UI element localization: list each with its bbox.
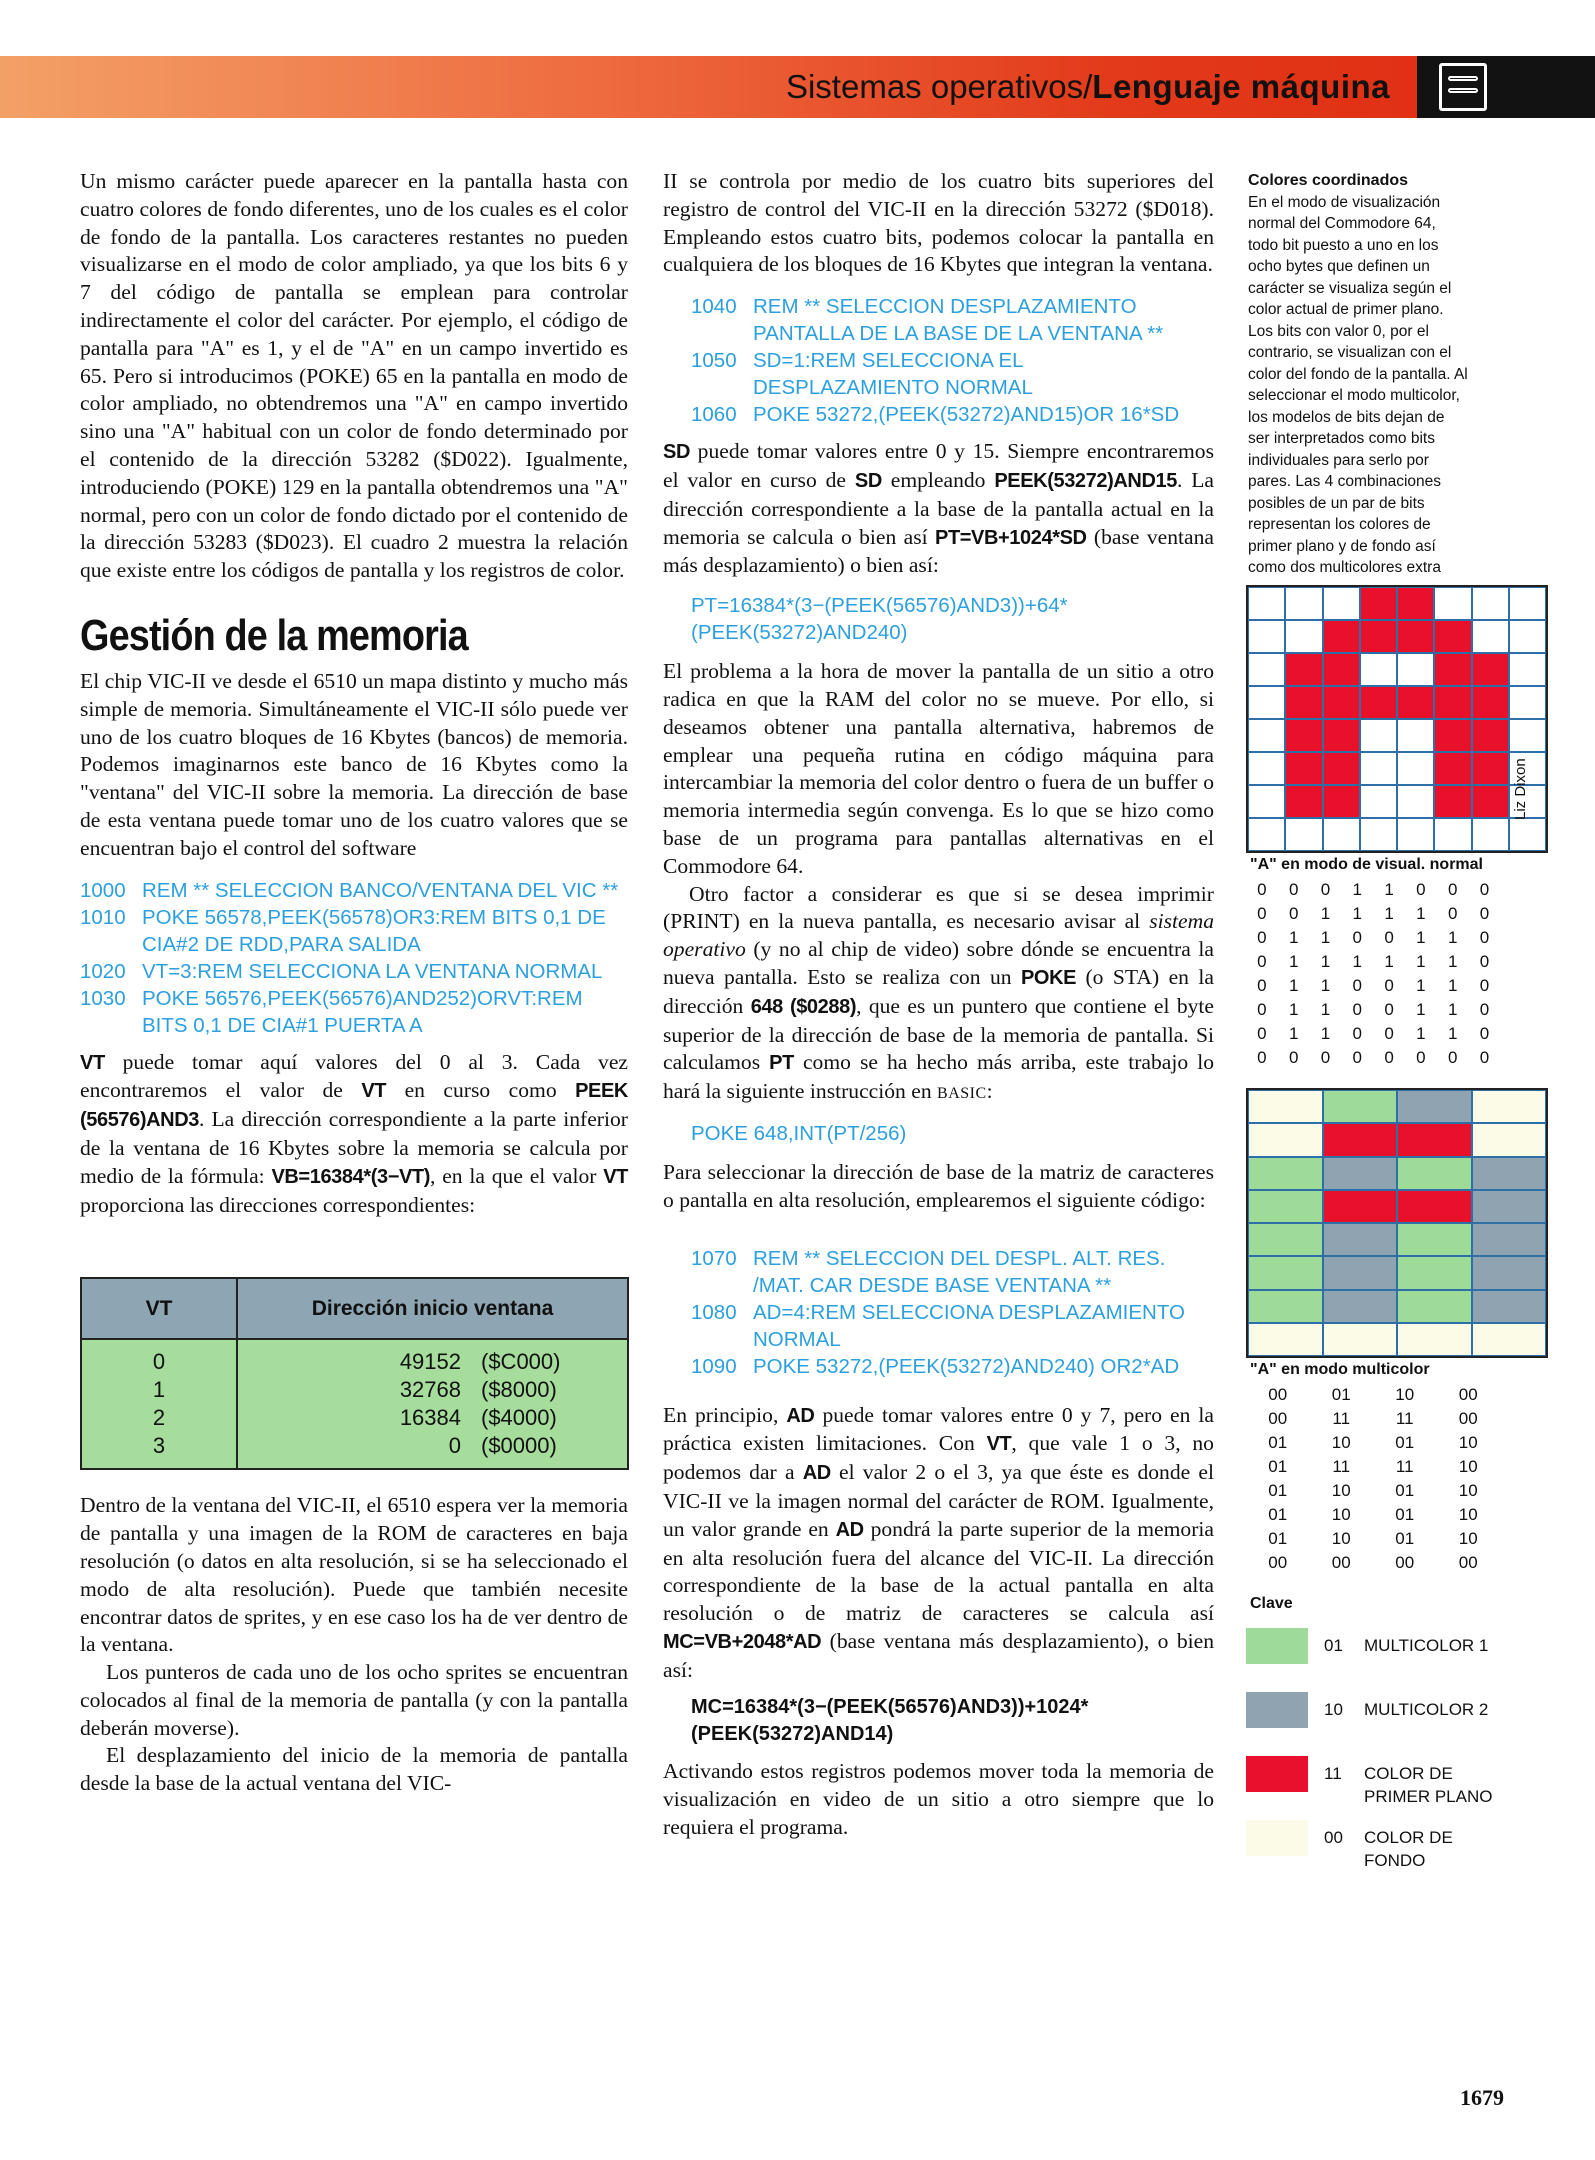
header-title: Sistemas operativos/Lenguaje máquina <box>785 68 1390 105</box>
bit-value: 0 <box>1320 880 1331 899</box>
pixel-cell <box>1323 653 1360 686</box>
bit-row <box>1246 902 1500 926</box>
bit-value: 00 <box>1458 1385 1478 1404</box>
code-listing-3 <box>691 1245 1214 1380</box>
bit-value: 0 <box>1384 1000 1394 1019</box>
bit-row <box>1246 878 1500 902</box>
code-line: 1070 REM ** SELECCION DEL DESPL. ALT. RES. /MAT. CAR DESDE BASE VENTANA ** <box>691 1246 1166 1297</box>
pixel-pair-cell <box>1472 1223 1547 1256</box>
bit-value: 11 <box>1332 1409 1351 1428</box>
bit-value: 11 <box>1395 1409 1414 1428</box>
bit-value: 0 <box>1384 1024 1394 1043</box>
code-line: 1080 AD=4:REM SELECCIONA DESPLAZAMIENTO NORMAL <box>691 1300 1185 1351</box>
bit-value: 01 <box>1395 1505 1415 1524</box>
bit-value: 10 <box>1331 1481 1351 1500</box>
section-header <box>0 56 1595 118</box>
pixel-cell <box>1472 587 1509 620</box>
pixel-cell <box>1285 653 1322 686</box>
bit-value: 1 <box>1416 952 1426 971</box>
pixel-pair-cell <box>1397 1290 1472 1323</box>
bit-value: 00 <box>1268 1553 1288 1572</box>
paragraph: Otro factor a considerar es que si se desea imprimir (PRINT) en la nueva pantalla, es necesario avisar al sistema operativo (y no al chip de video) sobre dónde se encuentra la nueva pantalla. Esto se realiza con un POKE (o STA) en la dirección 648 ($0288), que es un puntero que contiene el byte superior de la dirección de base de la memoria de pantalla. Si calculamos PT como se ha hecho más arriba, este trabajo lo hará la siguiente instrucción en BASIC: <box>663 881 1215 1104</box>
table-row: 1 32768 ($8000) <box>81 1376 628 1404</box>
bit-value: 1 <box>1447 1024 1458 1043</box>
bit-row <box>1246 1455 1500 1479</box>
bit-row <box>1246 1503 1500 1527</box>
key-swatch <box>1246 1692 1308 1728</box>
bit-value: 1 <box>1320 1000 1331 1019</box>
window-address-table <box>80 1277 629 1470</box>
code-poke-648: POKE 648,INT(PT/256) <box>691 1121 907 1145</box>
bit-value: 1 <box>1320 904 1331 923</box>
normal-mode-pixel-grid <box>1246 585 1548 853</box>
pixel-cell <box>1360 818 1397 851</box>
pixel-cell <box>1248 719 1285 752</box>
bit-value: 11 <box>1332 1457 1351 1476</box>
pixel-pair-cell <box>1397 1190 1472 1223</box>
pixel-cell <box>1285 785 1322 818</box>
pixel-cell <box>1472 752 1509 785</box>
bit-row <box>1246 1551 1500 1575</box>
table-header: VT <box>81 1278 237 1339</box>
code-line: 1090 POKE 53272,(PEEK(53272)AND240) OR2*AD <box>691 1354 1180 1378</box>
pixel-cell <box>1397 752 1434 785</box>
bit-value: 00 <box>1268 1409 1288 1428</box>
bit-value: 0 <box>1384 976 1394 995</box>
pixel-cell <box>1397 653 1434 686</box>
pixel-cell <box>1323 752 1360 785</box>
pixel-cell <box>1434 719 1471 752</box>
pixel-cell <box>1509 653 1546 686</box>
pixel-cell <box>1248 752 1285 785</box>
pixel-pair-cell <box>1248 1290 1323 1323</box>
pixel-pair-cell <box>1248 1157 1323 1190</box>
pixel-cell <box>1323 620 1360 653</box>
pixel-cell <box>1434 752 1471 785</box>
pixel-pair-cell <box>1248 1223 1323 1256</box>
pixel-cell <box>1472 653 1509 686</box>
bit-value: 01 <box>1395 1433 1415 1452</box>
key-title: Clave <box>1250 1595 1293 1612</box>
pixel-cell <box>1360 752 1397 785</box>
paragraph: SD puede tomar valores entre 0 y 15. Siempre encontraremos el valor en curso de SD empleando PEEK(53272)AND15. La dirección correspondiente a la base de la pantalla actual en la memoria se calcula o bien así PT=VB+1024*SD (base ventana más desplazamiento) o bien así: <box>663 439 1214 578</box>
bit-value: 0 <box>1479 1048 1490 1067</box>
table-row: 0 49152 ($C000) <box>81 1339 628 1376</box>
pixel-cell <box>1434 587 1471 620</box>
multicolor-mode-bits <box>1246 1383 1500 1575</box>
bit-value: 1 <box>1447 952 1458 971</box>
paragraph: El problema a la hora de mover la pantalla de un sitio a otro radica en que la RAM del color no se mueve. Por ello, si deseamos obtener una pantalla alternativa, habremos de emplear una pequeña rutina en código máquina para intercambiar la memoria del color dentro o fuera de un buffer o memoria intermedia según convenga. Es lo que se hizo como base de un programa para pantallas alternativas en el Commodore 64. <box>663 659 1214 878</box>
pixel-pair-cell <box>1248 1123 1323 1156</box>
table-row: 3 0 ($0000) <box>81 1432 628 1469</box>
bit-value: 1 <box>1416 904 1426 923</box>
pixel-cell <box>1323 785 1360 818</box>
pixel-pair-cell <box>1397 1256 1472 1289</box>
code-line: 1050 SD=1:REM SELECCIONA EL DESPLAZAMIENTO NORMAL <box>691 349 1033 400</box>
bit-value: 01 <box>1395 1529 1415 1548</box>
bit-value: 00 <box>1458 1553 1478 1572</box>
bit-value: 10 <box>1458 1433 1478 1452</box>
bit-value: 0 <box>1257 1000 1267 1019</box>
pixel-cell <box>1509 620 1546 653</box>
pixel-pair-cell <box>1248 1256 1323 1289</box>
bit-value: 0 <box>1288 904 1299 923</box>
pixel-cell <box>1472 620 1509 653</box>
bit-value: 0 <box>1479 904 1490 923</box>
paragraph: Activando estos registros podemos mover toda la memoria de visualización en video de un sitio a otro siempre que lo requiera el programa. <box>663 1759 1214 1840</box>
bit-value: 0 <box>1257 1024 1267 1043</box>
bit-value: 1 <box>1447 1000 1458 1019</box>
bit-value: 1 <box>1384 880 1394 899</box>
bit-row <box>1246 1383 1500 1407</box>
bit-value: 0 <box>1384 1048 1394 1067</box>
bit-value: 1 <box>1288 976 1299 995</box>
pixel-cell <box>1323 686 1360 719</box>
pixel-pair-cell <box>1472 1323 1547 1356</box>
pixel-cell <box>1360 719 1397 752</box>
bit-row <box>1246 950 1500 974</box>
bit-value: 1 <box>1447 976 1458 995</box>
normal-mode-bits <box>1246 878 1500 1070</box>
bit-value: 0 <box>1257 928 1267 947</box>
bit-value: 0 <box>1479 952 1490 971</box>
bit-value: 0 <box>1479 976 1490 995</box>
pixel-cell <box>1285 587 1322 620</box>
paragraph: Un mismo carácter puede aparecer en la pantalla hasta con cuatro colores de fondo diferentes, uno de los cuales es el color de fondo de la pantalla. Los caracteres restantes no pueden visualizarse en el modo de color ampliado, ya que los bits 6 y 7 del código de pantalla se emplean para controlar indirectamente el color del carácter. Por ejemplo, el código de pantalla para "A" es 1, y el de "A" en un campo invertido es 65. Pero si introducimos (POKE) 65 en la pantalla en modo de color ampliado, no obtendremos una "A" en campo invertido sino una "A" habitual con un color de fondo determinado por el contenido de la dirección 53282 ($D022). Igualmente, introduciendo (POKE) 129 en la pantalla obtendremos una "A" normal, pero con un color de fondo dictado por el contenido de la dirección 53283 ($D023). El cuadro 2 muestra la relación que existe entre los códigos de pantalla y los registros de color. <box>80 169 628 583</box>
code-line: 1010 POKE 56578,PEEK(56578)OR3:REM BITS 0,1 DE CIA#2 DE RDD,PARA SALIDA <box>80 905 606 956</box>
key-swatch <box>1246 1756 1308 1792</box>
bit-value: 1 <box>1352 904 1363 923</box>
bit-value: 0 <box>1352 928 1363 947</box>
pixel-cell <box>1509 818 1546 851</box>
bit-value: 0 <box>1352 1048 1363 1067</box>
paragraph: Para seleccionar la dirección de base de la matriz de caracteres o pantalla en alta resolución, emplearemos el siguiente código: <box>663 1159 1214 1212</box>
bit-value: 01 <box>1268 1457 1288 1476</box>
pixel-cell <box>1434 818 1471 851</box>
bit-value: 0 <box>1384 928 1394 947</box>
paragraph: En principio, AD puede tomar valores entre 0 y 7, pero en la práctica existen limitaciones. Con VT, que vale 1 o 3, no podemos dar a AD el valor 2 o el 3, ya que éste es donde el VIC-II ve la imagen normal del carácter de ROM. Igualmente, un valor grande en AD pondrá la parte superior de la memoria en alta resolución fuera del alcance del VIC-II. La dirección correspondiente de la base de la actual pantalla en alta resolución o de matriz de caracteres se calcula así MC=VB+2048*AD (base ventana más desplazamiento), o bien así: <box>663 1402 1215 1682</box>
pixel-cell <box>1285 719 1322 752</box>
multicolor-mode-pixel-grid <box>1246 1088 1548 1358</box>
caption-text: En el modo de visualización normal del Commodore 64, todo bit puesto a uno en los ocho bytes que definen un carácter se visualiza según el color actual de primer plano. Los bits con valor 0, por el contrario, se visualizan con el color del fondo de la pantalla. Al seleccionar el modo multicolor, los modelos de bits dejan de ser interpretados como bits individuales para serlo por pares. Las 4 combinaciones posibles de un par de bits representan los colores de primer plano y de fondo así como dos multicolores extra <box>1248 193 1468 576</box>
pixel-cell <box>1509 686 1546 719</box>
pixel-cell <box>1323 719 1360 752</box>
paragraph: VT puede tomar aquí valores del 0 al 3. Cada vez encontraremos el valor de VT en curso como PEEK (56576)AND3. La dirección correspondiente a la parte inferior de la ventana de 16 Kbytes sobre la memoria se calcula por medio de la fórmula: VB=16384*(3−VT), en la que el valor VT proporciona las direcciones correspondientes: <box>80 1049 628 1217</box>
bit-value: 10 <box>1331 1505 1351 1524</box>
bit-value: 0 <box>1320 1048 1331 1067</box>
bit-value: 10 <box>1458 1457 1478 1476</box>
bit-value: 1 <box>1384 952 1394 971</box>
page-number: 1679 <box>1460 2085 1504 2110</box>
pixel-pair-cell <box>1472 1190 1547 1223</box>
bit-row <box>1246 926 1500 950</box>
pixel-cell <box>1397 818 1434 851</box>
bit-value: 00 <box>1268 1385 1288 1404</box>
pixel-cell <box>1248 686 1285 719</box>
code-line: 1000 REM ** SELECCION BANCO/VENTANA DEL VIC ** <box>80 878 619 902</box>
multicolor-mode-label: "A" en modo multicolor <box>1250 1361 1430 1378</box>
bit-value: 0 <box>1352 1024 1363 1043</box>
bit-value: 1 <box>1320 952 1331 971</box>
pixel-pair-cell <box>1397 1157 1472 1190</box>
pixel-cell <box>1360 785 1397 818</box>
bit-value: 0 <box>1447 1048 1458 1067</box>
bit-row <box>1246 1407 1500 1431</box>
pixel-cell <box>1360 587 1397 620</box>
bit-row <box>1246 1431 1500 1455</box>
bit-value: 10 <box>1458 1529 1478 1548</box>
bit-value: 01 <box>1268 1433 1288 1452</box>
bit-value: 10 <box>1395 1385 1415 1404</box>
bit-row <box>1246 1022 1500 1046</box>
pixel-pair-cell <box>1323 1123 1398 1156</box>
bit-row <box>1246 1046 1500 1070</box>
pixel-cell <box>1434 686 1471 719</box>
code-line: 1030 POKE 56576,PEEK(56576)AND252)ORVT:REM BITS 0,1 DE CIA#1 PUERTA A <box>80 986 583 1037</box>
pixel-pair-cell <box>1472 1123 1547 1156</box>
bit-value: 0 <box>1288 1048 1299 1067</box>
code-line: 1020 VT=3:REM SELECCIONA LA VENTANA NORMAL <box>80 959 603 983</box>
pixel-cell <box>1285 818 1322 851</box>
pixel-cell <box>1509 587 1546 620</box>
bit-value: 0 <box>1479 1024 1490 1043</box>
pixel-cell <box>1323 587 1360 620</box>
bit-value: 1 <box>1288 1024 1299 1043</box>
pixel-cell <box>1360 620 1397 653</box>
pixel-cell <box>1472 785 1509 818</box>
pixel-cell <box>1248 653 1285 686</box>
paragraph: II se controla por medio de los cuatro bits superiores del registro de control del VIC-II en la dirección 53272 ($D018). Empleando estos cuatro bits, podemos colocar la pantalla en cualquiera de los bloques de 16 Kbytes que integran la ventana. <box>663 169 1214 277</box>
pixel-cell <box>1285 752 1322 785</box>
pixel-cell <box>1285 620 1322 653</box>
pixel-pair-cell <box>1397 1323 1472 1356</box>
pixel-pair-cell <box>1472 1290 1547 1323</box>
bit-value: 0 <box>1447 880 1458 899</box>
bit-value: 1 <box>1320 976 1331 995</box>
pixel-cell <box>1397 620 1434 653</box>
table-header: Dirección inicio ventana <box>237 1278 628 1339</box>
pixel-pair-cell <box>1323 1090 1398 1123</box>
bit-value: 1 <box>1288 928 1299 947</box>
pixel-pair-cell <box>1323 1256 1398 1289</box>
bit-value: 0 <box>1447 904 1458 923</box>
bit-value: 0 <box>1479 928 1490 947</box>
bit-value: 0 <box>1416 1048 1426 1067</box>
pixel-cell <box>1248 620 1285 653</box>
code-line: 1040 REM ** SELECCION DESPLAZAMIENTO PANTALLA DE LA BASE DE LA VENTANA ** <box>691 295 1164 346</box>
bit-value: 0 <box>1257 1048 1267 1067</box>
pixel-pair-cell <box>1323 1190 1398 1223</box>
pixel-cell <box>1397 785 1434 818</box>
bit-row <box>1246 974 1500 998</box>
bit-value: 11 <box>1395 1457 1414 1476</box>
pixel-pair-cell <box>1323 1157 1398 1190</box>
bit-value: 1 <box>1320 928 1331 947</box>
formula-mc: MC=16384*(3−(PEEK(56576)AND3))+1024* (PEEK(53272)AND14) <box>691 1696 1089 1746</box>
caption-title: Colores coordinados <box>1248 172 1409 189</box>
bit-value: 10 <box>1458 1505 1478 1524</box>
key-swatch <box>1246 1628 1308 1664</box>
pixel-cell <box>1248 587 1285 620</box>
paragraph: Los punteros de cada uno de los ocho sprites se encuentran colocados al final de la memoria de pantalla (y con la pantalla deberán moverse). <box>80 1660 628 1740</box>
normal-mode-label: "A" en modo de visual. normal <box>1250 856 1483 873</box>
pixel-pair-cell <box>1397 1123 1472 1156</box>
bit-value: 01 <box>1331 1385 1351 1404</box>
bit-value: 1 <box>1288 952 1299 971</box>
paragraph: El chip VIC-II ve desde el 6510 un mapa distinto y mucho más simple de memoria. Simultáneamente el VIC-II sólo puede ver uno de los cuatro bloques de 16 Kbytes (bancos) de memoria. Podemos imaginarnos este banco de 16 Kbytes como la "ventana" del VIC-II sobre la memoria. La dirección de base de esta ventana puede tomar uno de los cuatro valores que se encuentran bajo el control del software <box>80 668 628 860</box>
bit-value: 0 <box>1352 976 1363 995</box>
bit-value: 0 <box>1288 880 1299 899</box>
pixel-cell <box>1472 686 1509 719</box>
code-listing-1 <box>80 877 628 1039</box>
bit-value: 1 <box>1384 904 1394 923</box>
section-heading: Gestión de la memoria <box>80 610 468 660</box>
header-logo <box>1417 56 1595 118</box>
pixel-cell <box>1434 620 1471 653</box>
code-formula-pt: PT=16384*(3−(PEEK(56576)AND3))+64*(PEEK(53272)AND240) <box>691 594 1068 645</box>
bit-value: 00 <box>1458 1409 1478 1428</box>
pixel-cell <box>1472 818 1509 851</box>
pixel-pair-cell <box>1248 1323 1323 1356</box>
bit-value: 1 <box>1416 1000 1426 1019</box>
bit-value: 10 <box>1458 1481 1478 1500</box>
bit-value: 00 <box>1331 1553 1351 1572</box>
bit-value: 0 <box>1416 880 1426 899</box>
bit-value: 10 <box>1331 1433 1351 1452</box>
bit-value: 0 <box>1257 904 1267 923</box>
pixel-pair-cell <box>1323 1290 1398 1323</box>
bit-value: 1 <box>1352 952 1363 971</box>
code-listing-2 <box>691 293 1214 428</box>
pixel-cell <box>1472 719 1509 752</box>
bit-row <box>1246 998 1500 1022</box>
bit-value: 1 <box>1352 880 1363 899</box>
bit-row <box>1246 1527 1500 1551</box>
bit-value: 0 <box>1257 952 1267 971</box>
paragraph: Dentro de la ventana del VIC-II, el 6510 espera ver la memoria de pantalla y una imagen de la ROM de caracteres en baja resolución (o datos en alta resolución, si se ha seleccionado el modo de alta resolución). Puede que también necesite encontrar datos de sprites, y en ese caso los ha de ver dentro de la ventana. <box>80 1493 628 1657</box>
bit-value: 0 <box>1257 880 1267 899</box>
bit-value: 0 <box>1352 1000 1363 1019</box>
pixel-pair-cell <box>1472 1256 1547 1289</box>
pixel-cell <box>1323 818 1360 851</box>
bit-value: 10 <box>1331 1529 1351 1548</box>
column-1 <box>80 168 628 1798</box>
bit-value: 01 <box>1268 1481 1288 1500</box>
bit-value: 1 <box>1288 1000 1299 1019</box>
pixel-pair-cell <box>1472 1157 1547 1190</box>
pixel-pair-cell <box>1397 1090 1472 1123</box>
pixel-cell <box>1360 686 1397 719</box>
pixel-cell <box>1397 686 1434 719</box>
pixel-cell <box>1285 686 1322 719</box>
pixel-pair-cell <box>1323 1223 1398 1256</box>
bit-value: 1 <box>1416 976 1426 995</box>
pixel-pair-cell <box>1248 1090 1323 1123</box>
paragraph: El desplazamiento del inicio de la memoria de pantalla desde la base de la actual ventana del VIC- <box>80 1743 628 1796</box>
pixel-cell <box>1248 818 1285 851</box>
bit-value: 01 <box>1268 1505 1288 1524</box>
column-2 <box>663 168 1214 1842</box>
pixel-pair-cell <box>1248 1190 1323 1223</box>
bit-value: 1 <box>1447 928 1458 947</box>
pixel-cell <box>1509 719 1546 752</box>
pixel-cell <box>1434 785 1471 818</box>
bit-row <box>1246 1479 1500 1503</box>
pixel-pair-cell <box>1323 1323 1398 1356</box>
pixel-cell <box>1360 653 1397 686</box>
bit-value: 1 <box>1416 1024 1426 1043</box>
disk-drive-icon <box>1439 63 1487 111</box>
bit-value: 0 <box>1479 880 1490 899</box>
bit-value: 01 <box>1395 1481 1415 1500</box>
pixel-cell <box>1434 653 1471 686</box>
sidebar-caption <box>1248 170 1470 579</box>
code-line: 1060 POKE 53272,(PEEK(53272)AND15)OR 16*SD <box>691 403 1180 427</box>
pixel-cell <box>1397 719 1434 752</box>
bit-value: 0 <box>1479 1000 1490 1019</box>
bit-value: 01 <box>1268 1529 1288 1548</box>
pixel-cell <box>1397 587 1434 620</box>
bit-value: 1 <box>1416 928 1426 947</box>
pixel-pair-cell <box>1397 1223 1472 1256</box>
pixel-cell <box>1248 785 1285 818</box>
key-swatch <box>1246 1820 1308 1856</box>
bit-value: 0 <box>1257 976 1267 995</box>
table-row: 2 16384 ($4000) <box>81 1404 628 1432</box>
pixel-pair-cell <box>1472 1090 1547 1123</box>
bit-value: 1 <box>1320 1024 1331 1043</box>
bit-value: 00 <box>1395 1553 1415 1572</box>
illustrator-credit: Liz Dixon <box>1512 758 1529 820</box>
